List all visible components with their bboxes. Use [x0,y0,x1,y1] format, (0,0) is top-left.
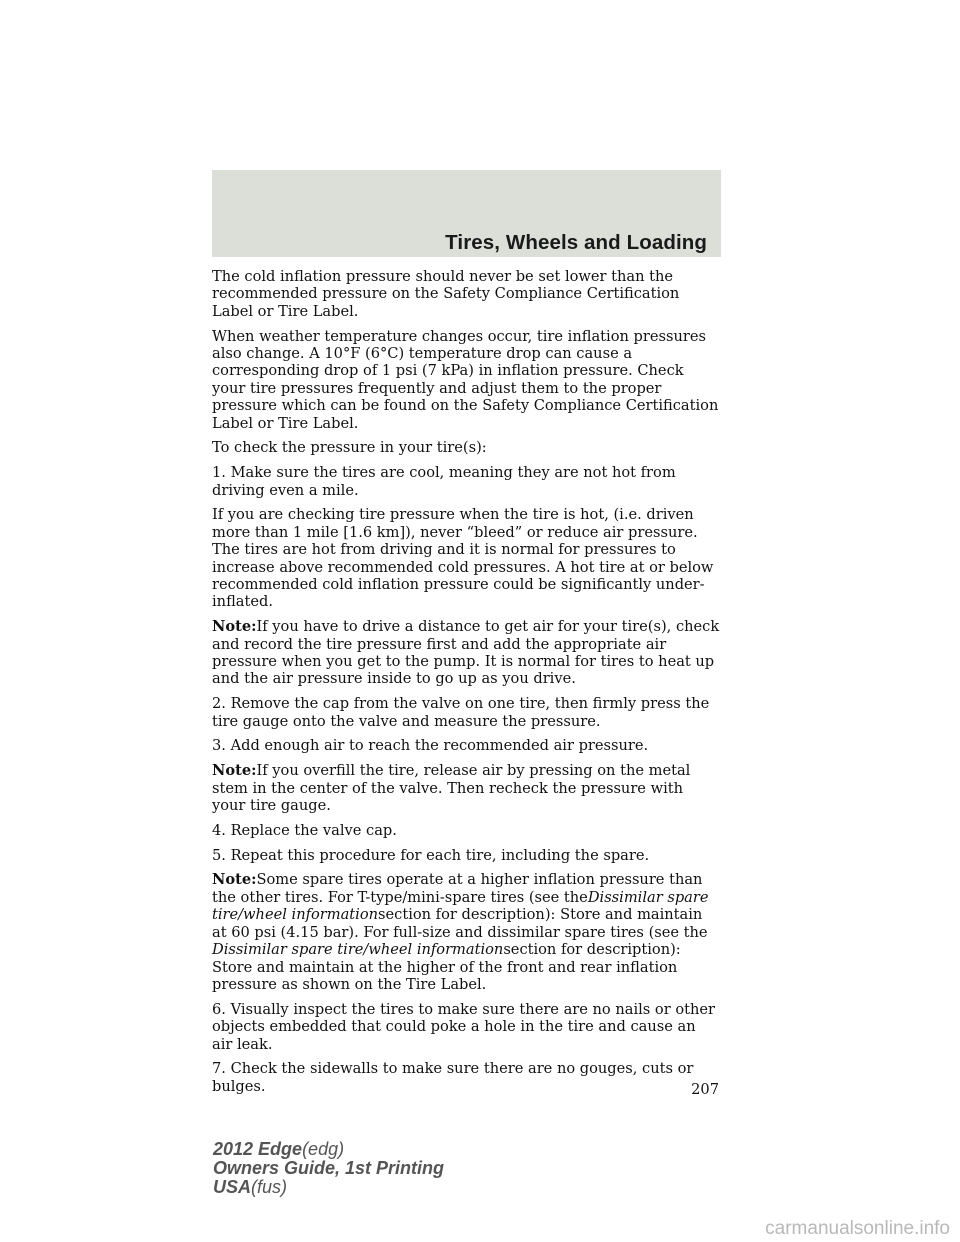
step-3: 3. Add enough air to reach the recommended air pressure. [212,737,649,755]
section-header-band [212,170,721,257]
note-label: Note: [212,871,257,889]
note-text: If you have to drive a distance to get air for your tire(s), check and record the tire pressure first and add the appropriate air pressure when you get to the pump. It is normal for tires to heat up and the air pressure inside to go up as you drive. [212,618,720,688]
note-label: Note: [212,762,257,780]
footer-line-3 [213,1178,444,1197]
page-number: 207 [691,1081,719,1098]
note-paragraph [212,871,720,993]
note-paragraph [212,762,720,814]
market-name: USA [213,1177,252,1197]
page-body [212,268,720,1103]
print-footer [213,1140,444,1197]
model-code: (edg) [302,1139,345,1159]
note-text: section for description): Store and maintain at 60 psi (4.15 bar). For full-size and dissimilar spare tires (see the [212,906,708,941]
step-5: 5. Repeat this procedure for each tire, including the spare. [212,846,650,864]
cross-reference: Dissimilar spare tire/wheel information [212,941,504,959]
section-title: Tires, Wheels and Loading [445,231,707,254]
step-2: 2. Remove the cap from the valve on one tire, then firmly press the tire gauge onto the valve and measure the pressure. [212,695,710,730]
footer-line-2: Owners Guide, 1st Printing [213,1158,445,1178]
step-4: 4. Replace the valve cap. [212,821,397,839]
note-text: Some spare tires operate at a higher inflation pressure than the other tires. For T-type/mini-spare tires (see the [212,871,703,906]
note-text: section for description): Store and maintain at the higher of the front and rear inflation pressure as shown on the Tire Label. [212,941,681,993]
footer-line-1 [213,1140,444,1159]
note-label: Note: [212,618,257,636]
paragraph: If you are checking tire pressure when the tire is hot, (i.e. driven more than 1 mile [1.6 km]), never “bleed” or reduce air pressure. The tires are hot from driving and it is normal for pressures to increase above recommended cold pressures. A hot tire at or below recommended cold inflation pressure could be significantly under-inflated. [212,506,714,611]
model-name: 2012 Edge [213,1139,303,1159]
paragraph: To check the pressure in your tire(s): [212,439,487,457]
step-7: 7. Check the sidewalls to make sure there are no gouges, cuts or bulges. [212,1060,694,1095]
cross-reference: Dissimilar spare tire/wheel information [212,888,709,924]
paragraph: When weather temperature changes occur, tire inflation pressures also change. A 10°F (6°C) temperature drop can cause a corresponding drop of 1 psi (7 kPa) in inflation pressure. Check your tire pressures frequently and adjust them to the proper pressure which can be found on the Safety Compliance Certification Label or Tire Label. [212,327,719,432]
paragraph: The cold inflation pressure should never be set lower than the recommended pressure on the Safety Compliance Certification Label or Tire Label. [212,268,680,320]
note-paragraph [212,618,720,688]
note-text: If you overfill the tire, release air by pressing on the metal stem in the center of the valve. Then recheck the pressure with your tire gauge. [212,762,691,815]
step-6: 6. Visually inspect the tires to make sure there are no nails or other objects embedded that could poke a hole in the tire and cause an air leak. [212,1000,715,1053]
watermark: carmanualsonline.info [765,1218,950,1239]
step-1: 1. Make sure the tires are cool, meaning they are not hot from driving even a mile. [212,464,676,499]
market-code: (fus) [251,1177,288,1197]
